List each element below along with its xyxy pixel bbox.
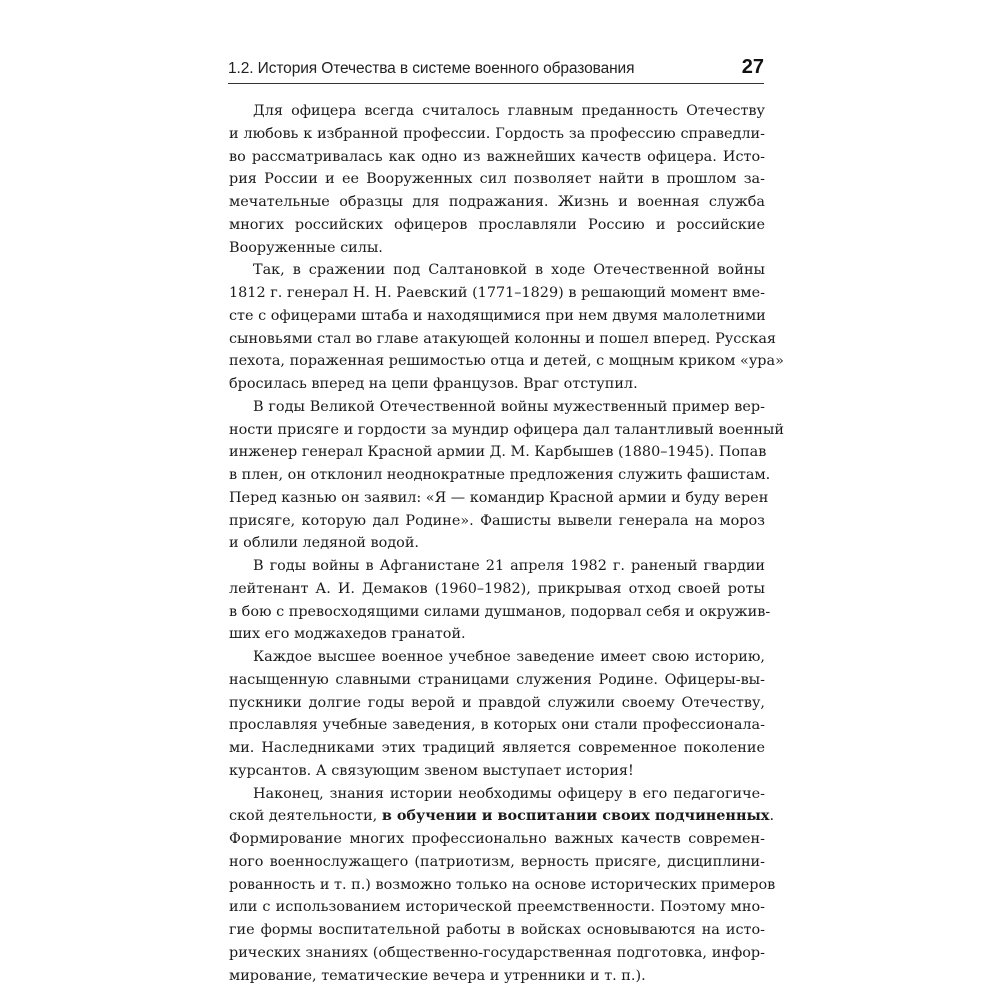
text-line: Наконец, знания истории необходимы офицеру в его педагогиче- [253, 785, 765, 802]
text-line: многих российских офицеров прославляли Россию и российские [229, 216, 765, 233]
paragraph-pedagogy [229, 783, 776, 988]
page-number: 27 [741, 56, 764, 78]
text-line: Так, в сражении под Салтановкой в ходе Отечественной войны [253, 262, 765, 279]
text-line: сыновьями стал во главе атакующей колонны и пошел вперед. Русская [229, 330, 776, 347]
line-prefix: ской деятельности, [229, 808, 382, 825]
text-line: мирование, тематические вечера и утренники и т. п.). [229, 967, 646, 984]
text-line: в бою с превосходящими силами душманов, подорвал себя и окружив- [229, 603, 771, 620]
paragraph-raevsky [229, 259, 784, 396]
body-text [229, 100, 784, 987]
paragraph-demakov [229, 555, 771, 646]
running-head [228, 56, 764, 82]
emphasis-text: в обучении и воспитании своих подчиненных [381, 807, 770, 825]
text-line: в плен, он отклонил неоднократные предложения служить фашистам. [229, 467, 771, 483]
text-line: пехота, пораженная решимостью отца и детей, с мощным криком «ура» [229, 353, 784, 370]
text-line: и любовь к избранной профессии. Гордость за профессию справедли- [229, 125, 765, 142]
text-line: пускники долгие годы верой и правдой служили своему Отечеству, [229, 694, 765, 711]
text-line: лейтенант А. И. Демаков (1960–1982), прикрывая отход своей роты [229, 580, 765, 597]
text-line: Для офицера всегда считалось главным преданность Отечеству [253, 103, 765, 119]
text-line: прославляя учебные заведения, в которых они стали профессионала- [229, 717, 765, 734]
text-line: ших его моджахедов гранатой. [229, 626, 466, 643]
text-line: Каждое высшее военное учебное заведение имеет свою историю, [253, 649, 765, 665]
text-line: насыщенную славными страницами служения Родине. Офицеры-вы- [229, 671, 765, 688]
text-line: ного военнослужащего (патриотизм, верность присяге, дисциплини- [229, 853, 765, 870]
text-line: курсантов. А связующим звеном выступает история! [229, 762, 634, 779]
text-line: присяге, которую дал Родине». Фашисты вывели генерала на мороз [229, 512, 765, 529]
text-line: Формирование многих профессионально важных качеств современ- [229, 831, 765, 847]
text-line: ми. Наследниками этих традиций является современное поколение [229, 740, 765, 756]
running-head-title: 1.2. История Отечества в системе военного образования [228, 60, 635, 77]
header-rule [228, 83, 764, 84]
text-line: бросилась вперед на цепи французов. Враг отступил. [229, 376, 638, 392]
paragraph-military-schools [229, 646, 765, 783]
text-line: сте с офицерами штаба и находящимися при нем двумя малолетними [229, 307, 766, 324]
text-line: 1812 г. генерал Н. Н. Раевский (1771–1829) в решающий момент вме- [229, 285, 765, 301]
line-suffix: . [769, 808, 775, 825]
text-line: гие формы воспитательной работы в войсках основываются на исто- [229, 922, 765, 938]
text-line: рованность и т. п.) возможно только на основе исторических примеров [229, 876, 776, 893]
text-line: рия России и ее Вооруженных сил позволяет найти в прошлом за- [229, 171, 765, 188]
text-line: и облили ледяной водой. [229, 535, 420, 552]
text-line: или с использованием исторической преемственности. Поэтому мно- [229, 899, 765, 916]
text-line: ности присяге и гордости за мундир офицера дал талантливый военный [229, 421, 784, 438]
text-line: Вооруженные силы. [229, 239, 383, 256]
text-line-with-emphasis [229, 805, 775, 828]
text-line: мечательные образцы для подражания. Жизнь и военная служба [229, 194, 765, 210]
paragraph-karbyshev [229, 396, 784, 555]
text-line: В годы войны в Афганистане 21 апреля 1982 г. раненый гвардии [253, 558, 765, 574]
paragraph-officer-devotion [229, 100, 765, 259]
text-line: В годы Великой Отечественной войны мужественный пример вер- [253, 398, 765, 415]
text-line: Перед казнью он заявил: «Я — командир Красной армии и буду верен [229, 489, 769, 506]
text-line: во рассматривалась как одно из важнейших качеств офицера. Исто- [229, 148, 765, 165]
text-line: инженер генерал Красной армии Д. М. Карбышев (1880–1945). Попав [229, 444, 767, 461]
text-line: рических знаниях (общественно-государственная подготовка, инфор- [229, 944, 765, 961]
